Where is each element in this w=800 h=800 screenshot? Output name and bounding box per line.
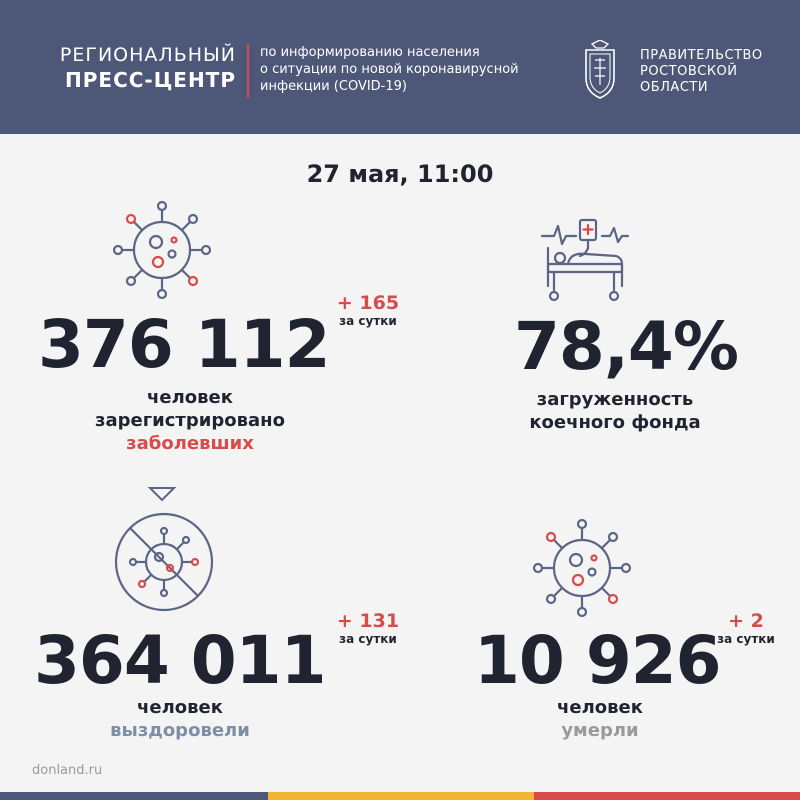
desc-line-1: по информированию населения xyxy=(260,45,480,60)
cases-cap-2: зарегистрировано xyxy=(95,410,285,431)
footer-bar-red xyxy=(534,792,800,800)
bed-occupancy-value: 78,4% xyxy=(514,308,738,385)
deaths-cap-2: умерли xyxy=(561,720,639,741)
deaths-delta-label: за сутки xyxy=(717,632,775,646)
recovered-cap-1: человек xyxy=(137,697,223,718)
deaths-total: 10 926 xyxy=(474,622,721,699)
title-line-1: РЕГИОНАЛЬНЫЙ xyxy=(59,44,236,66)
cases-delta-value: + 165 xyxy=(336,292,400,314)
recovered-cap-2: выздоровели xyxy=(110,720,250,741)
deaths-cap-1: человек xyxy=(557,697,643,718)
cases-total: 376 112 xyxy=(38,306,330,383)
deaths-caption xyxy=(470,696,730,742)
government-label xyxy=(640,48,763,96)
title-line-2: ПРЕСС-ЦЕНТР xyxy=(65,68,236,92)
cases-caption xyxy=(60,386,320,455)
triangle-down-icon xyxy=(148,486,176,502)
crossed-virus-icon xyxy=(112,510,216,614)
header-banner xyxy=(0,0,800,134)
hospital-bed-icon xyxy=(540,214,630,306)
beds-cap-1: загруженность xyxy=(536,389,694,410)
cases-delta xyxy=(318,292,418,328)
bed-occupancy-caption xyxy=(500,388,730,434)
header-description xyxy=(260,44,550,95)
coat-of-arms-icon xyxy=(580,40,620,100)
report-date: 27 мая, 11:00 xyxy=(306,160,494,188)
gov-line-2: РОСТОВСКОЙ xyxy=(640,64,738,79)
desc-line-2: о ситуации по новой коронавирусной xyxy=(260,62,519,77)
virus-icon xyxy=(112,198,212,302)
footer-url: donland.ru xyxy=(32,763,103,778)
footer-bar-yellow xyxy=(268,792,534,800)
cases-cap-1: человек xyxy=(147,387,233,408)
beds-cap-2: коечного фонда xyxy=(529,412,701,433)
recovered-delta-value: + 131 xyxy=(336,610,400,632)
recovered-delta-label: за сутки xyxy=(339,632,397,646)
footer-bar-blue xyxy=(0,792,268,800)
virus-icon-deaths xyxy=(532,516,632,620)
gov-line-3: ОБЛАСТИ xyxy=(640,80,709,95)
deaths-delta-value: + 2 xyxy=(728,610,764,632)
deaths-delta xyxy=(706,610,786,646)
gov-line-1: ПРАВИТЕЛЬСТВО xyxy=(640,48,763,63)
cases-cap-3: заболевших xyxy=(126,433,254,454)
recovered-total: 364 011 xyxy=(34,622,326,699)
cases-delta-label: за сутки xyxy=(339,314,397,328)
header-divider xyxy=(247,44,249,98)
recovered-delta xyxy=(318,610,418,646)
desc-line-3: инфекции (COVID-19) xyxy=(260,79,407,94)
press-center-title xyxy=(46,44,236,92)
recovered-caption xyxy=(50,696,310,742)
